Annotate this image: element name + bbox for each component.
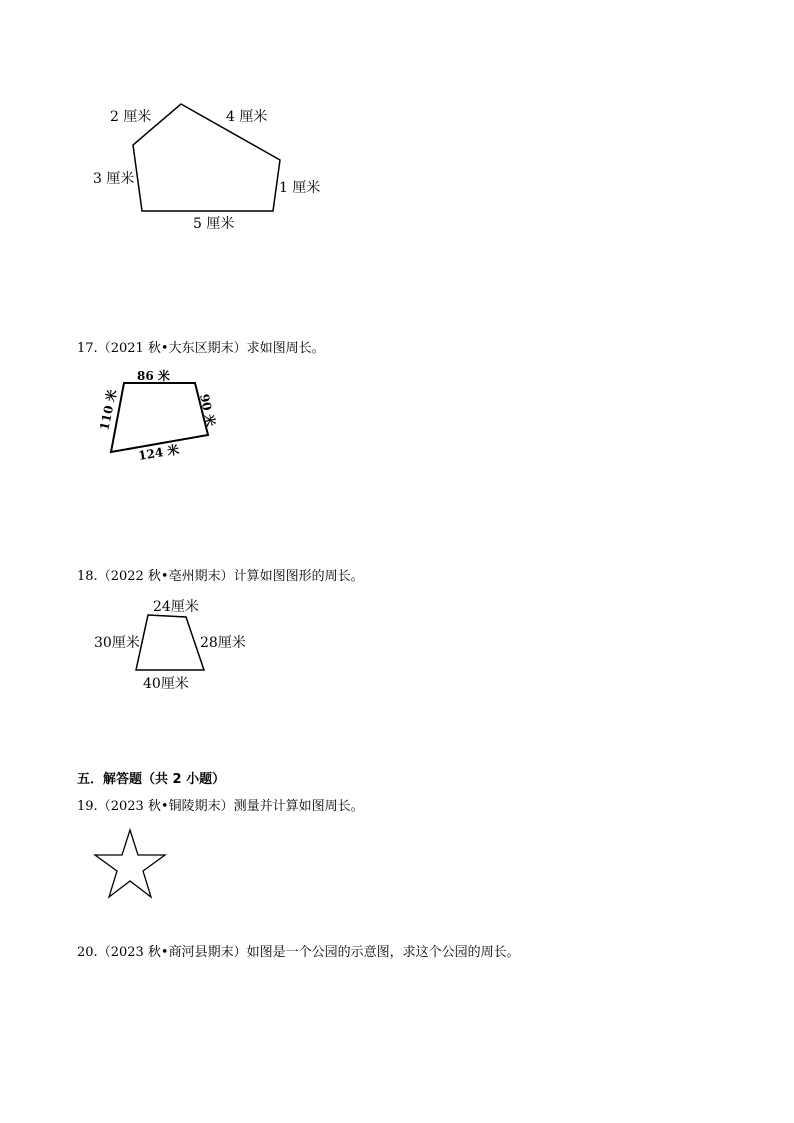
section-title: 五．解答题（共 2 小题） <box>77 772 226 787</box>
question-number: 18. <box>77 569 98 584</box>
figure17-label-bottom: 124 米 <box>137 442 181 463</box>
question-text: 计算如图图形的周长。 <box>233 569 364 584</box>
star-figure <box>90 828 170 903</box>
question-source: （2023 秋•商河县期末） <box>97 945 247 960</box>
figure18-label-bottom: 40厘米 <box>143 676 189 692</box>
pentagon-figure <box>80 95 360 240</box>
figure18-label-left: 30厘米 <box>94 635 140 651</box>
question-source: （2021 秋•大东区期末） <box>97 341 247 356</box>
pentagon-label-bottom: 5 厘米 <box>193 216 235 232</box>
star-shape <box>95 830 165 897</box>
pentagon-label-top-right: 4 厘米 <box>226 109 268 125</box>
question-number: 20. <box>77 945 98 960</box>
question-number: 19. <box>77 799 98 814</box>
quadrilateral-shape <box>111 383 208 452</box>
question-source: （2023 秋•铜陵期末） <box>97 799 234 814</box>
question-17 <box>77 341 325 357</box>
pentagon-label-top-left: 2 厘米 <box>110 109 152 125</box>
pentagon-label-right: 1 厘米 <box>279 180 321 196</box>
pentagon-label-left: 3 厘米 <box>93 171 135 187</box>
quadrilateral-figure-17 <box>90 365 230 465</box>
quadrilateral-figure-18 <box>90 595 260 695</box>
question-text: 如图是一个公园的示意图，求这个公园的周长。 <box>246 945 520 960</box>
question-number: 17. <box>77 341 98 356</box>
question-20 <box>77 945 520 961</box>
question-19 <box>77 799 364 815</box>
question-text: 测量并计算如图周长。 <box>233 799 364 814</box>
figure18-label-right: 28厘米 <box>200 635 246 651</box>
question-text: 求如图周长。 <box>246 341 325 356</box>
question-18 <box>77 569 364 585</box>
figure17-label-left: 110 米 <box>97 388 120 432</box>
figure17-label-top: 86 米 <box>137 369 170 383</box>
question-source: （2022 秋•亳州期末） <box>97 569 234 584</box>
figure18-label-top: 24厘米 <box>153 599 199 615</box>
figure17-label-right: 90 米 <box>197 392 218 428</box>
quadrilateral-shape <box>136 615 204 670</box>
